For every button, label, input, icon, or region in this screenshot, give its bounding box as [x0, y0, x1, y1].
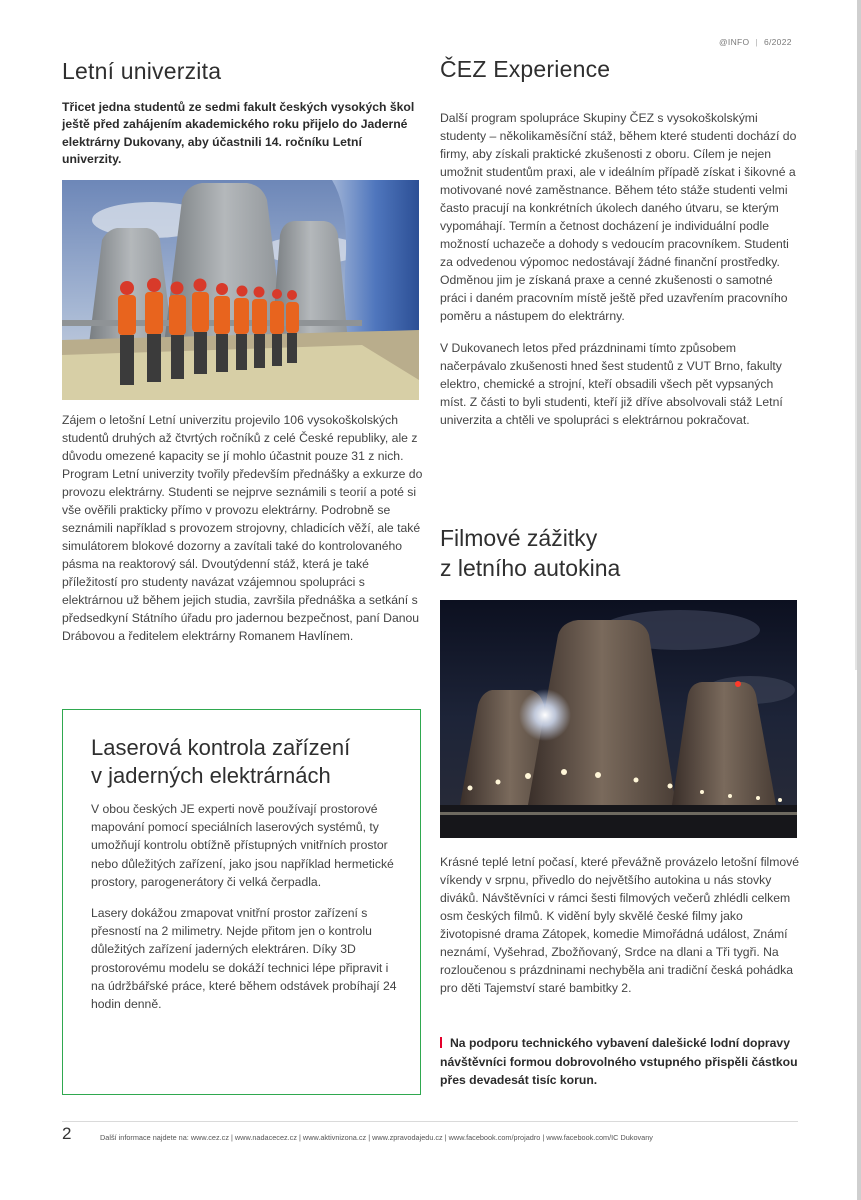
- laser-article-box: [62, 709, 421, 1095]
- footer-links: Další informace najdete na: www.cez.cz | www.nadacecez.cz | www.aktivnizona.cz | www.zpravodajedu.cz | www.facebook.com/projadro | www.facebook.com/IC Dukovany: [100, 1133, 653, 1142]
- letni-body: Zájem o letošní Letní univerzitu projevilo 106 vysokoškolských studentů druhých až čtvrtých ročníků z celé České republiky, ale z důvodu omezené kapacity se jí mohlo účastnit pouze 31 z nich. Program Letní univerzity tvořily především přednášky a exkurze do provozu elektrárny. Studenti se nejprve seznámili s teorií a poté si vše ověřili prakticky přímo v provozu elektrárny. Podrobně se seznámili například s provozem strojovny, chladicích věží, ale také simulátorem blokové dozorny a zavítali také do kontrolovaného pásma na reaktorový sál. Dvoutýdenní stáž, která je také příležitostí pro studenty navázat vzájemnou spolupráci s elektrárnou už během jejich studia, završila přednáška a setkání s předsedkyní Státního úřadu pro jadernou bezpečnost, paní Danou Drábovou a ředitelem elektrárny Romanem Havlínem.: [62, 413, 423, 643]
- laser-title: [91, 734, 398, 790]
- page-edge: [857, 0, 861, 1200]
- film-title-line2: z letního autokina: [440, 555, 621, 581]
- laser-paragraph-2: Lasery dokážou zmapovat vnitřní prostor zařízení s přesností na 2 milimetry. Nejde přitom jen o kontrolu důležitých zařízení jaderných elektráren. Díky 3D prostorovému modelu se dokáží technici lépe připravit i na údržbářské práce, které během odstávek probíhají 24 hodin denně.: [91, 906, 397, 1012]
- page-number: 2: [62, 1124, 72, 1143]
- film-title-line1: Filmové zážitky: [440, 525, 598, 551]
- laser-paragraph-1: V obou českých JE experti nově používají prostorové mapování pomocí speciálních laserových systémů, ty umožňují kontrolu obtížně přístupných vnitřních prostor nebo důležitých zařízení, jako jsou například hermetické prostory, parogenerátory či velká čerpadla.: [91, 802, 394, 889]
- masthead-issue: 6/2022: [763, 37, 792, 47]
- students-cooling-towers-photo: [62, 180, 419, 400]
- night-cooling-towers-photo: [440, 600, 797, 838]
- pull-quote-accent: [440, 1037, 442, 1048]
- cez-title: ČEZ Experience: [440, 56, 611, 82]
- film-title: [440, 523, 620, 583]
- cez-paragraph-1: Další program spolupráce Skupiny ČEZ s vysokoškolskými studenty – několikaměsíční stáž, během které studenti dochází do firmy, aby získali praktické zkušenosti z oboru. Cílem je nejen umožnit studentům praxi, ale v ideálním případě získat i šikovné a motivované nové zaměstnance. Během této stáže studenti velmi často pracují na konkrétních úkolech daného útvaru, se kterým vypomáhají. Termín a četnost docházení je individuální podle možností uchazeče a dohody s vedoucím pracovníkem. Studenti za odvedenou výpomoc nedostávají žádné finanční prostředky. Odměnou jim je získaná praxe a cenné zkušenosti o samotné práci i daném pracovním místě ještě před uzavřením pracovního poměru a nástupem do elektrárny.: [440, 110, 797, 323]
- footer-divider: [62, 1121, 798, 1122]
- laser-title-line1: Laserová kontrola zařízení: [91, 735, 351, 760]
- letni-univerzita-article: [62, 58, 422, 169]
- scroll-track: [855, 150, 857, 670]
- cez-paragraph-2: V Dukovanech letos před prázdninami tímto způsobem načerpávalo zkušenosti hned šest studentů z VUT Brno, fakulty elektro, chemické a strojní, kteří obsadili všech pět vypsaných míst. Z části to byli studenti, kteří již dříve absolvovali stáž Letní univerzita a chtěli ve spolupráci s elektrárnou pokračovat.: [440, 340, 783, 427]
- cez-experience-article: [440, 56, 800, 429]
- letni-lead: Třicet jedna studentů ze sedmi fakult českých vysokých škol ještě před zahájením akademického roku přijelo do Jaderné elektrárny Dukovany, aby účastnili 14. ročníku Letní univerzity.: [62, 99, 415, 167]
- letni-title: Letní univerzita: [62, 58, 222, 84]
- laser-title-line2: v jaderných elektrárnách: [91, 763, 331, 788]
- film-body: Krásné teplé letní počasí, které převážně provázelo letošní filmové víkendy v srpnu, přivedlo do největšího autokina u nás stovky diváků. Návštěvníci v rámci šesti filmových večerů zhlédli celkem osm českých filmů. K vidění byly skvělé české filmy jako životopisné drama Zátopek, komedie Mimořádná událost, Známí neznámí, Vyšehrad, Zbožňovaný, Srdce na dlani a Tři tygři. Na rozloučenou s prázdninami nechyběla ani tradiční česká pohádka pro děti Tajemství staré bambitky 2.: [440, 855, 800, 995]
- masthead: @INFO | 6/2022: [719, 37, 792, 47]
- film-pull-text: Na podporu technického vybavení dalešické lodní dopravy návštěvníci formou dobrovolného vstupného přispěli částkou přes devadesát tisíc korun.: [440, 1036, 798, 1087]
- film-pull-quote: [440, 1034, 800, 1090]
- masthead-section: @INFO: [719, 37, 750, 47]
